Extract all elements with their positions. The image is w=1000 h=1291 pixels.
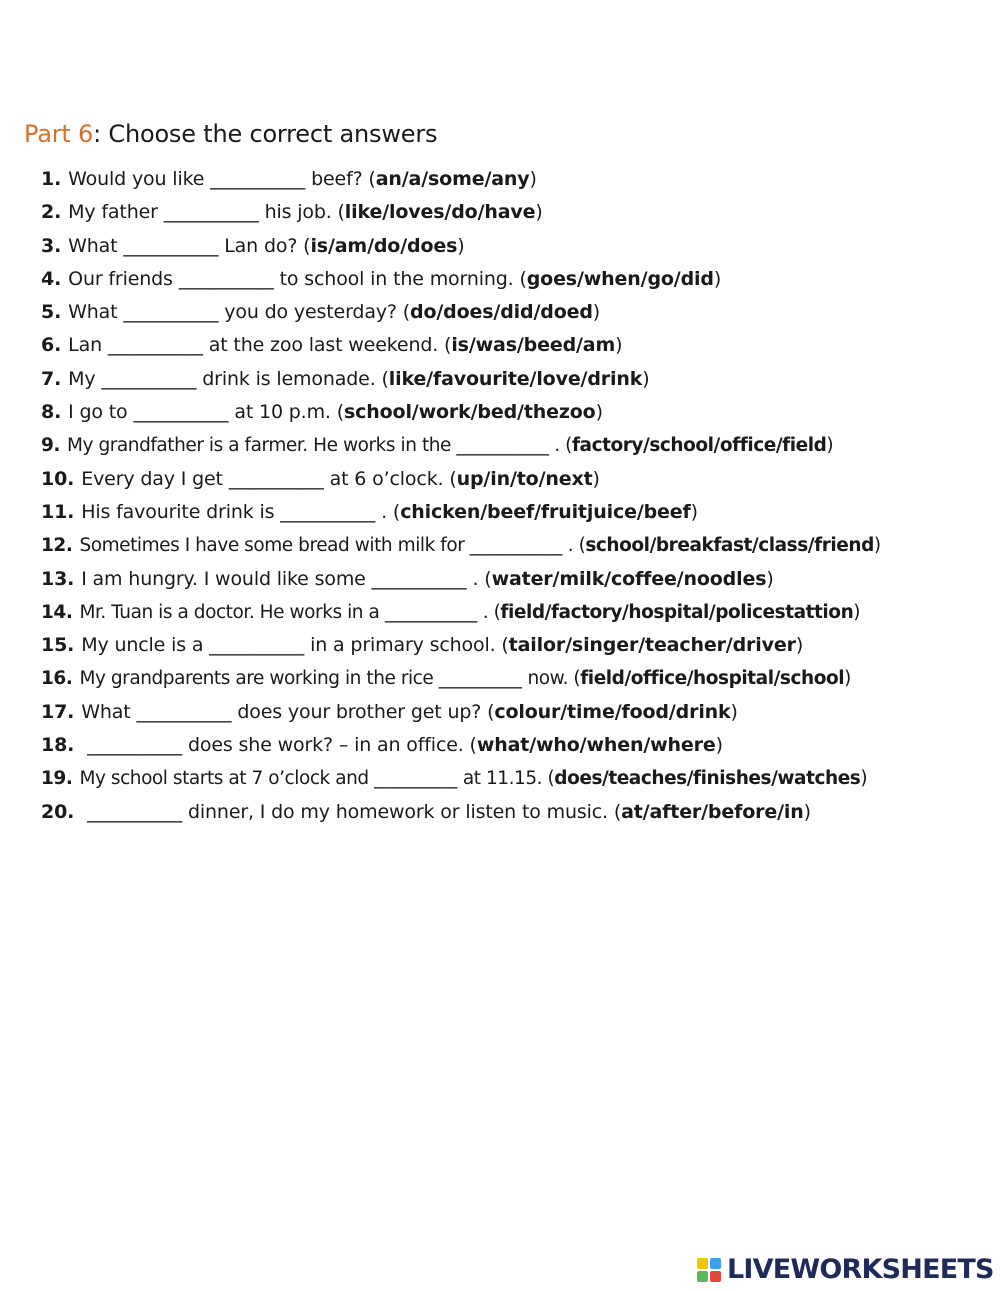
answer-blank[interactable]: _________ [374, 768, 458, 790]
answer-blank[interactable]: __________ [228, 467, 324, 490]
question-text-after: at 11.15. ( [457, 768, 555, 790]
question-row [41, 629, 971, 662]
answer-blank[interactable]: __________ [101, 367, 197, 390]
closing-paren: ) [873, 535, 881, 557]
question-text-before: I go to [68, 401, 134, 424]
answer-options: like/loves/do/have [344, 201, 536, 224]
question-number: 5. [41, 301, 62, 324]
question-text-before: My grandparents are working in the rice [79, 668, 439, 690]
question-number: 7. [41, 367, 62, 390]
question-number: 11. [41, 500, 75, 523]
answer-blank[interactable]: __________ [469, 535, 563, 557]
closing-paren: ) [795, 634, 804, 657]
question-row [41, 762, 971, 795]
question-text-before: I am hungry. I would like some [81, 567, 372, 590]
question-number: 13. [41, 567, 75, 590]
question-number: 19. [41, 768, 73, 790]
question-row [41, 496, 971, 529]
answer-options: school/breakfast/class/friend [585, 535, 874, 557]
question-row [41, 563, 971, 596]
answer-options: chicken/beef/fruitjuice/beef [400, 500, 691, 523]
closing-paren: ) [615, 334, 623, 357]
question-text-after: at the zoo last weekend. ( [202, 334, 452, 357]
question-number: 18. [41, 734, 75, 757]
answer-blank[interactable]: __________ [123, 234, 219, 257]
answer-blank[interactable]: __________ [384, 601, 478, 623]
closing-paren: ) [592, 301, 601, 324]
question-row [41, 596, 971, 629]
question-number: 14. [41, 601, 73, 623]
question-text-before: My [68, 367, 102, 390]
answer-options: an/a/some/any [375, 168, 530, 190]
question-text-before: Every day I get [81, 467, 229, 490]
answer-blank[interactable]: __________ [87, 800, 183, 823]
question-text-before: Sometimes I have some bread with milk for [79, 535, 470, 557]
answer-options: is/am/do/does [310, 234, 458, 257]
question-list [41, 163, 971, 829]
answer-blank[interactable]: __________ [209, 634, 305, 657]
answer-options: colour/time/food/drink [494, 700, 731, 723]
closing-paren: ) [457, 234, 465, 257]
question-number: 17. [41, 700, 75, 723]
answer-options: field/office/hospital/school [580, 668, 845, 690]
closing-paren: ) [715, 734, 723, 757]
question-row [41, 329, 971, 362]
closing-paren: ) [766, 567, 774, 590]
question-row [41, 796, 971, 829]
question-number: 3. [41, 234, 62, 257]
question-row [41, 463, 971, 496]
question-text-after: does your brother get up? ( [231, 700, 495, 723]
question-row [41, 429, 971, 462]
question-number: 16. [41, 668, 73, 690]
liveworksheets-logo [697, 1255, 994, 1285]
question-row [41, 696, 971, 729]
question-text-after: you do yesterday? ( [218, 301, 411, 324]
closing-paren: ) [529, 168, 537, 190]
question-text-before: His favourite drink is [81, 500, 281, 523]
question-row [41, 529, 971, 562]
question-text-after: his job. ( [258, 201, 345, 224]
question-number: 4. [41, 267, 62, 290]
worksheet-heading [24, 116, 437, 152]
answer-blank[interactable]: __________ [178, 267, 274, 290]
question-text-before: What [68, 234, 124, 257]
question-text-before: My father [68, 201, 164, 224]
question-text-after: . ( [375, 500, 401, 523]
question-number: 8. [41, 401, 62, 424]
question-text-after: at 6 o’clock. ( [323, 467, 457, 490]
closing-paren: ) [860, 768, 868, 790]
closing-paren: ) [595, 401, 603, 424]
answer-options: up/in/to/next [456, 467, 593, 490]
question-text-before: Mr. Tuan is a doctor. He works in a [79, 601, 385, 623]
closing-paren: ) [844, 668, 851, 690]
answer-options: what/who/when/where [476, 734, 716, 757]
question-text-before: Our friends [68, 267, 179, 290]
answer-options: is/was/beed/am [451, 334, 616, 357]
question-text-before: My grandfather is a farmer. He works in the [67, 435, 457, 457]
answer-options: school/work/bed/thezoo [343, 401, 596, 424]
closing-paren: ) [730, 700, 738, 723]
closing-paren: ) [535, 201, 543, 224]
answer-options: like/favourite/love/drink [388, 367, 643, 390]
question-row [41, 296, 971, 329]
question-text-before: What [81, 700, 137, 723]
question-number: 12. [41, 535, 73, 557]
question-text-after: in a primary school. ( [304, 634, 509, 657]
question-text-after: does she work? – in an office. ( [182, 734, 477, 757]
question-row [41, 263, 971, 296]
closing-paren: ) [803, 800, 811, 823]
question-row [41, 163, 971, 196]
answer-blank[interactable]: __________ [456, 435, 549, 457]
question-text-after: dinner, I do my homework or listen to music. ( [182, 800, 622, 823]
closing-paren: ) [642, 367, 650, 390]
closing-paren: ) [713, 267, 722, 290]
answer-blank[interactable]: __________ [280, 500, 376, 523]
question-text-after: now. ( [522, 668, 581, 690]
answer-blank[interactable]: __________ [133, 401, 229, 424]
question-text-after: . ( [562, 535, 586, 557]
closing-paren: ) [690, 500, 698, 523]
question-row [41, 729, 971, 762]
answer-blank[interactable]: __________ [210, 168, 306, 190]
question-text-before: Lan [68, 334, 108, 357]
answer-options: factory/school/office/field [571, 435, 827, 457]
question-row [41, 363, 971, 396]
question-text-after: . ( [466, 567, 492, 590]
logo-wordmark: LIVEWORKSHEETS [727, 1254, 994, 1285]
answer-blank[interactable]: __________ [163, 201, 259, 224]
answer-blank[interactable]: __________ [107, 334, 203, 357]
question-number: 1. [41, 168, 62, 190]
question-text-after: at 10 p.m. ( [228, 401, 344, 424]
question-number: 9. [41, 435, 61, 457]
answer-blank[interactable]: __________ [371, 567, 467, 590]
question-text-before: What [68, 301, 124, 324]
question-text-before: My school starts at 7 o’clock and [79, 768, 375, 790]
answer-blank[interactable]: __________ [87, 734, 183, 757]
question-row [41, 230, 971, 263]
answer-blank[interactable]: _________ [438, 668, 523, 690]
question-text-after: to school in the morning. ( [273, 267, 527, 290]
question-row [41, 196, 971, 229]
question-text-after: . ( [548, 435, 572, 457]
closing-paren: ) [592, 467, 600, 490]
question-number: 20. [41, 800, 75, 823]
answer-options: goes/when/go/did [526, 267, 714, 290]
question-text-after: . ( [477, 601, 501, 623]
heading-part-label: Part 6 [24, 120, 94, 148]
answer-options: do/does/did/doed [410, 301, 593, 324]
question-text-after: beef? ( [305, 168, 376, 190]
question-number: 15. [41, 634, 75, 657]
question-number: 10. [41, 467, 75, 490]
answer-options: at/after/before/in [621, 800, 804, 823]
question-row [41, 662, 971, 695]
question-text-after: Lan do? ( [218, 234, 311, 257]
question-text-before: Would you like [68, 168, 211, 190]
answer-blank[interactable]: __________ [136, 700, 232, 723]
heading-instruction: : Choose the correct answers [93, 120, 438, 148]
closing-paren: ) [826, 435, 834, 457]
question-row [41, 396, 971, 429]
answer-blank[interactable]: __________ [123, 301, 219, 324]
question-number: 6. [41, 334, 62, 357]
question-number: 2. [41, 201, 62, 224]
answer-options: water/milk/coffee/noodles [491, 567, 767, 590]
liveworksheets-logo-icon [697, 1256, 723, 1284]
answer-options: field/factory/hospital/policestattion [500, 601, 854, 623]
answer-options: tailor/singer/teacher/driver [508, 634, 796, 657]
question-text-before: My uncle is a [81, 634, 210, 657]
closing-paren: ) [853, 601, 861, 623]
question-text-after: drink is lemonade. ( [196, 367, 389, 390]
answer-options: does/teaches/finishes/watches [554, 768, 861, 790]
